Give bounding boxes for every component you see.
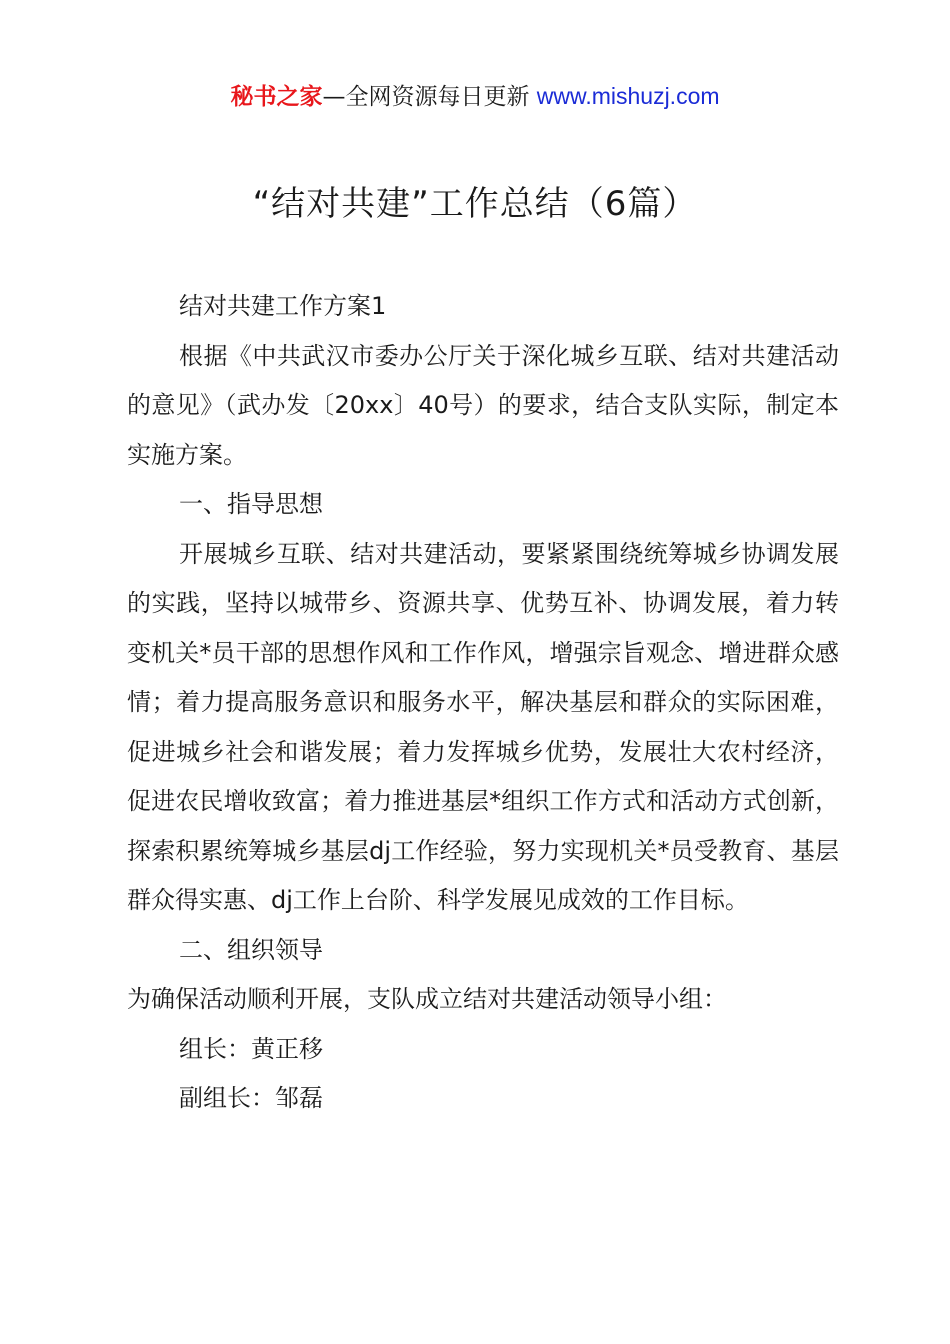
- brand-name: 秘书之家: [230, 84, 323, 110]
- leader-line: 组长：黄正移: [179, 1034, 323, 1063]
- document-title: “结对共建”工作总结（6篇）: [252, 184, 698, 224]
- site-header: [0, 80, 950, 113]
- section-heading-guiding-ideology: 一、指导思想: [179, 490, 323, 518]
- site-url-link[interactable]: www.mishuzj.com: [536, 83, 720, 109]
- body-paragraph-organization: 为确保活动顺利开展，支队成立结对共建活动领导小组：: [127, 985, 727, 1013]
- section-heading-organization: 二、组织领导: [179, 935, 323, 964]
- header-tagline: —全网资源每日更新: [322, 84, 537, 110]
- document-body: [127, 282, 839, 1124]
- body-paragraph-basis: 根据《中共武汉市委办公厅关于深化城乡互联、结对共建活动的意见》（武办发〔20xx〕40号）的要求，结合支队实际，制定本实施方案。: [127, 341, 839, 469]
- deputy-leader-line: 副组长：邹磊: [179, 1084, 323, 1112]
- section-heading-plan: 结对共建工作方案1: [179, 292, 387, 320]
- body-paragraph-guiding-ideology: 开展城乡互联、结对共建活动，要紧紧围绕统筹城乡协调发展的实践，坚持以城带乡、资源共享、优势互补、协调发展，着力转变机关*员干部的思想作风和工作作风，增强宗旨观念、增进群众感情；着力提高服务意识和服务水平，解决基层和群众的实际困难，促进城乡社会和谐发展；着力发挥城乡优势，发展壮大农村经济，促进农民增收致富；着力推进基层*组织工作方式和活动方式创新，探索积累统筹城乡基层dj工作经验，努力实现机关*员受教育、基层群众得实惠、dj工作上台阶、科学发展见成效的工作目标。: [127, 539, 839, 914]
